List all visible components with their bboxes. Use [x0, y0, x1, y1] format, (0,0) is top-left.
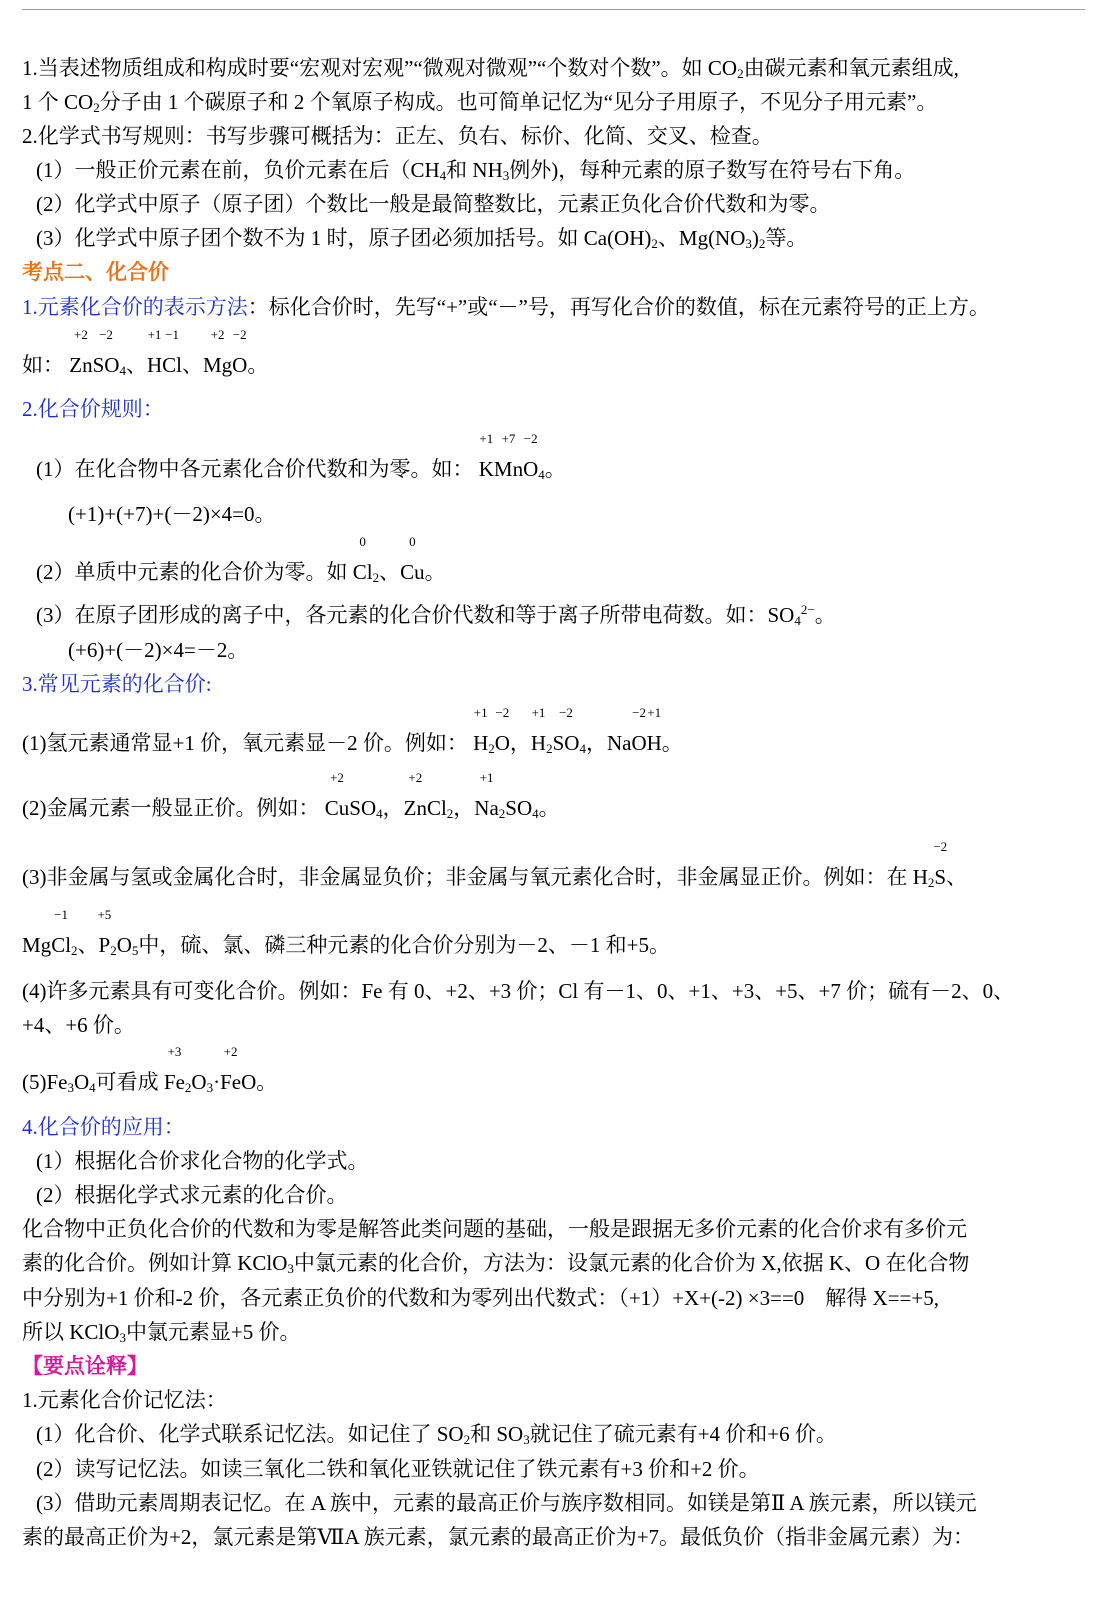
- valence-example-line: Mg −1 $Cl_2$、 +5 $P_2O_5$中，硫、氯、磷三种元素的化合价分别为－2、－1 和+5。: [22, 907, 670, 958]
- text-line: 所以 KClO$_3$中氯元素显+5 价。: [22, 1320, 301, 1345]
- text-line: 1.元素化合价记忆法：: [22, 1388, 227, 1412]
- text-line: 1.当表述物质组成和构成时要“宏观对宏观”“微观对微观”“个数对个数”。如 $CO_2$由碳元素和氧元素组成,: [22, 56, 959, 81]
- text-line: (3）化学式中原子团个数不为 1 时，原子团必须加括号。如 $Ca(OH)_2$、$Mg(NO_3)_2$等。: [36, 226, 808, 251]
- text-line: (3）借助元素周期表记忆。在 A 族中，元素的最高正价与族序数相同。如镁是第Ⅱ A 族元素，所以镁元: [36, 1491, 977, 1515]
- section-heading: 考点二、化合价: [22, 260, 169, 284]
- text-line: +4、+6 价。: [22, 1013, 135, 1037]
- text-line: 素的化合价。例如计算 KClO$_3$中氯元素的化合价，方法为：设氯元素的化合价为 X,依据 K、O 在化合物: [22, 1251, 970, 1276]
- subsection-title: 4.化合价的应用：: [22, 1115, 185, 1139]
- text-line: (1）一般正价元素在前，负价元素在后（$CH_4$和 $NH_3$例外)，每种元素的原子数写在符号右下角。: [36, 158, 916, 183]
- text-line: (2）根据化学式求元素的化合价。: [36, 1183, 348, 1207]
- text-line: 中分别为+1 价和-2 价，各元素正负价的代数和为零列出代数式：（+1）+X+(-2) ×3==0 解得 X==+5,: [22, 1286, 939, 1310]
- text-line: (1）化合价、化学式联系记忆法。如记住了 $SO_2$和 $SO_3$就记住了硫元素有+4 价和+6 价。: [36, 1422, 837, 1447]
- text-line: (2）读写记忆法。如读三氧化二铁和氧化亚铁就记住了铁元素有+3 价和+2 价。: [36, 1457, 760, 1481]
- subsection-title: 3.常见元素的化合价:: [22, 672, 212, 696]
- top-divider: [22, 9, 1085, 10]
- text-line: 2.化学式书写规则：书写步骤可概括为：正左、负右、标价、化简、交叉、检查。: [22, 124, 773, 148]
- key-points-heading: 【要点诠释】: [22, 1354, 148, 1378]
- valence-example-line: 如： +2 Zn −2 $SO_4$、 +1 H −1 Cl、 +2 Mg −2 O。: [22, 327, 269, 378]
- text-line: (3）在原子团形成的离子中，各元素的化合价代数和等于离子所带电荷数。如：$SO_4^{2-}$。: [36, 602, 836, 628]
- subsection-title: 2.化合价规则：: [22, 397, 164, 421]
- text-line: (4)许多元素具有可变化合价。例如：Fe 有 0、+2、+3 价；Cl 有－1、0、+1、+3、+5、+7 价；硫有－2、0、: [22, 979, 1015, 1003]
- text-line: (+6)+(－2)×4=－2。: [68, 638, 249, 662]
- valence-example-line: (1）在化合物中各元素化合价代数和为零。如： +1 K +7 Mn −2 $O_4$。: [36, 431, 566, 482]
- text-line: 素的最高正价为+2，氯元素是第ⅦA 族元素，氯元素的最高正价为+7。最低负价（指非金属元素）为：: [22, 1525, 975, 1549]
- subsection-title: 1.元素化合价的表示方法: [22, 295, 248, 319]
- text-line: (+1)+(+7)+(－2)×4=0。: [68, 502, 276, 526]
- text-line: (1）根据化合价求化合物的化学式。: [36, 1149, 369, 1173]
- text-line: 化合物中正负化合价的代数和为零是解答此类问题的基础，一般是跟据无多价元素的化合价求有多价元: [22, 1217, 967, 1241]
- valence-example-line: $(5)Fe_3O_4$可看成 +3 $Fe_2O_3\cdot$ +2 FeO。: [22, 1044, 278, 1095]
- valence-example-line: (2）单质中元素的化合价为零。如 0 $Cl_2$、 0 Cu。: [36, 534, 446, 585]
- valence-example-line: (1)氢元素通常显+1 价，氧元素显－2 价。例如： +1 $H_2$ −2 O， +1 $H_2$ −2 $SO_4$，Na −2 O +1 H。: [22, 705, 683, 756]
- valence-example-line: (2)金属元素一般显正价。例如： +2 CuSO$_4$， +2 ZnCl$_2$， +1 $Na_2SO_4$。: [22, 770, 560, 821]
- text-line: 1.元素化合价的表示方法：标化合价时，先写“+”或“－”号，再写化合价的数值，标在元素符号的正上方。: [22, 295, 990, 319]
- valence-example-line: (3)非金属与氢或金属化合时，非金属显负价；非金属与氧元素化合时，非金属显正价。例如：在 $H_2$ −2 S、: [22, 839, 968, 890]
- text-line: 1 个 $CO_2$分子由 1 个碳原子和 2 个氧原子构成。也可简单记忆为“见分子用原子，不见分子用元素”。: [22, 90, 938, 115]
- text-line: (2）化学式中原子（原子团）个数比一般是最简整数比，元素正负化合价代数和为零。: [36, 192, 831, 216]
